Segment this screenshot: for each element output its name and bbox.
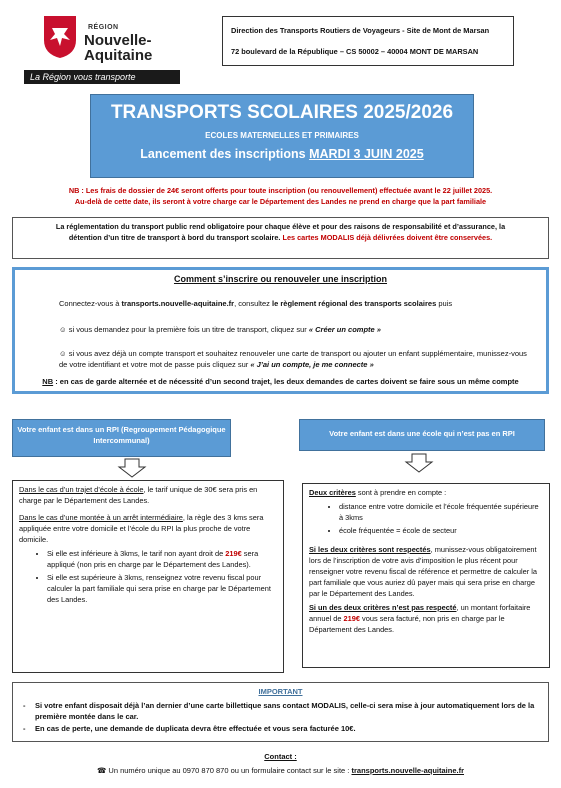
logo-name-line1: Nouvelle-	[84, 32, 152, 49]
dash-bullet: -	[23, 701, 26, 710]
how-to-heading: Comment s’inscrire ou renouveler une inscription	[173, 274, 388, 284]
address-line-1: Direction des Transports Routiers de Voyageurs - Site de Mont de Marsan	[231, 26, 490, 35]
region-shield-icon	[42, 14, 78, 60]
price-badge: 219€	[343, 614, 360, 623]
rpi-rule-1-suffix: sera appliqué (non pris en charge par le Département des Landes).	[47, 549, 259, 569]
logo-name-line2: Aquitaine	[84, 47, 153, 64]
list-item	[47, 548, 277, 570]
dash-bullet: -	[23, 724, 26, 733]
non-rpi-column-box	[302, 483, 550, 668]
contact-heading: Contact :	[264, 752, 297, 761]
fees-notice-line-1: NB : Les frais de dossier de 24€ seront offerts pour toute inscription (ou renouvellement) effectuée avant le 22 juillet 2025.	[68, 186, 493, 195]
list-item: • distance entre votre domicile et l’école fréquentée supérieure à 3kms	[339, 501, 543, 523]
connect-prefix: Connectez-vous à	[59, 299, 122, 308]
how-to-step-renew	[59, 348, 529, 370]
criteria-not-met-title: Si un des deux critères n’est pas respecté	[309, 603, 457, 612]
how-to-box	[12, 267, 549, 394]
important-heading: IMPORTANT	[258, 687, 303, 696]
contact-text: ☎ Un numéro unique au 0970 870 870 ou un formulaire contact sur le site :	[96, 766, 352, 775]
criteria-list	[309, 501, 543, 536]
rpi-rule-1-text: Si elle est inférieure à 3kms, le tarif non ayant droit de	[47, 549, 226, 558]
new-prefix: ☺ si vous demandez pour la première fois un titre de transport, cliquez sur	[59, 325, 309, 334]
regulation-line-2-text: détention d’un titre de transport à bord du transport scolaire.	[68, 232, 283, 242]
site-link[interactable]: transports.nouvelle-aquitaine.fr	[121, 299, 235, 308]
fees-notice-line-2: Au-delà de cette date, ils seront à votre charge car le Département des Landes ne prend en charge que la part familiale	[74, 197, 487, 206]
region-logo	[22, 14, 182, 86]
connect-mid: , consultez	[234, 299, 273, 308]
fees-notice	[10, 185, 551, 207]
nb-text: : en cas de garde alternée et de nécessité d’un second trajet, les deux demandes de cartes doivent se faire sous un même compte	[53, 377, 519, 386]
address-line-2: 72 boulevard de la République – CS 50002 – 40004 MONT DE MARSAN	[231, 47, 479, 56]
launch-line	[91, 147, 473, 161]
down-arrow-icon	[117, 458, 147, 478]
list-item: • école fréquentée = école de secteur	[339, 525, 543, 536]
important-item-1-text: Si votre enfant disposait déjà l’an dernier d’une carte billettique sans contact MODALIS, celle-ci sera mise à jour automatiquement lors de la première montée dans le car.	[35, 701, 535, 721]
rpi-intermediate-text: , la règle des 3 kms sera appliquée entre votre domicile et l’école du RPI la plus proche de votre domicile.	[19, 513, 264, 544]
regulation-box	[12, 217, 549, 259]
down-arrow-icon	[404, 453, 434, 473]
logo-tagline: La Région vous transporte	[24, 70, 180, 84]
contact-site-link[interactable]: transports.nouvelle-aquitaine.fr	[351, 766, 465, 775]
nb-label: NB	[42, 377, 54, 386]
create-account-link[interactable]: « Créer un compte »	[308, 325, 381, 334]
launch-date: MARDI 3 JUIN 2025	[309, 147, 424, 161]
logo-region-label: RÉGION	[88, 24, 119, 31]
important-item-2-text: En cas de perte, une demande de duplicata devra être effectuée et vous sera facturée 10€.	[35, 724, 356, 733]
rpi-intermediate-stop	[19, 512, 277, 545]
criteria-intro	[309, 487, 543, 498]
address-box	[222, 16, 514, 66]
rpi-intermediate-title: Dans le cas d’une montée à un arrêt intermédiaire	[19, 513, 183, 522]
rpi-rules-list	[19, 548, 277, 605]
criteria-not-met-suffix: vous sera facturé, non pris en charge par le Département des Landes.	[309, 614, 505, 634]
non-rpi-column-header: Votre enfant est dans une école qui n’est pas en RPI	[299, 419, 545, 451]
important-box	[12, 682, 549, 742]
criteria-text: sont à prendre en compte :	[355, 488, 447, 497]
connect-suffix: puis	[436, 299, 453, 308]
criteria-met	[309, 544, 543, 599]
rpi-column-header: Votre enfant est dans un RPI (Regroupement Pédagogique Intercommunal)	[12, 419, 231, 457]
regulation-line-2	[13, 233, 548, 244]
rpi-school-to-school-text: , le tarif unique de 30€ sera pris en charge par le Département des Landes.	[19, 485, 258, 505]
login-link[interactable]: « J’ai un compte, je me connecte »	[250, 360, 374, 369]
how-to-step-new	[59, 325, 381, 334]
title-banner	[90, 94, 474, 178]
list-item	[47, 572, 277, 605]
criteria-not-met	[309, 602, 543, 635]
criteria-not-met-text: , un montant forfaitaire annuel de	[309, 603, 531, 623]
criteria-title: Deux critères	[309, 488, 356, 497]
rpi-column-box	[12, 480, 284, 673]
rpi-school-to-school	[19, 484, 277, 506]
page-title: TRANSPORTS SCOLAIRES 2025/2026	[110, 102, 454, 123]
important-item-2	[23, 724, 356, 733]
regulation-line-2-red: Les cartes MODALIS déjà délivrées doivent être conservées.	[282, 232, 493, 242]
page-subtitle: ECOLES MATERNELLES ET PRIMAIRES	[205, 131, 359, 140]
criteria-met-title: Si les deux critères sont respectés	[309, 545, 431, 554]
contact-line	[0, 766, 561, 775]
rpi-school-to-school-title: Dans le cas d’un trajet d’école à école	[19, 485, 144, 494]
renew-text: ☺ si vous avez déjà un compte transport et souhaitez renouveler une carte de transport ou ajouter un enfant supplémentaire, munissez-vous de votre identifiant et votre mot de passe puis cliquez sur	[59, 349, 527, 369]
launch-prefix: Lancement des inscriptions	[140, 147, 310, 161]
criteria-met-text: , munissez-vous obligatoirement lors de l’inscription de votre avis d’imposition le plus récent pour renseigner votre revenu fiscal de référence et permettre de calculer la part familiale que vous auriez dû payer mais qui sera prise en charge par le Département des Landes.	[309, 545, 537, 598]
important-item-1	[23, 700, 535, 722]
price-badge: 219€	[225, 549, 242, 558]
rpi-rule-2-text: Si elle est supérieure à 3kms, renseignez votre revenu fiscal pour calculer la part familiale qui sera prise en charge par le Département des Landes.	[47, 573, 271, 604]
how-to-nb	[15, 377, 546, 386]
how-to-step-connect	[59, 299, 452, 308]
rules-link[interactable]: le règlement régional des transports scolaires	[272, 299, 437, 308]
regulation-line-1: La réglementation du transport public rend obligatoire pour chaque élève et pour des raisons de responsabilité et d’assurance, la	[55, 222, 506, 231]
